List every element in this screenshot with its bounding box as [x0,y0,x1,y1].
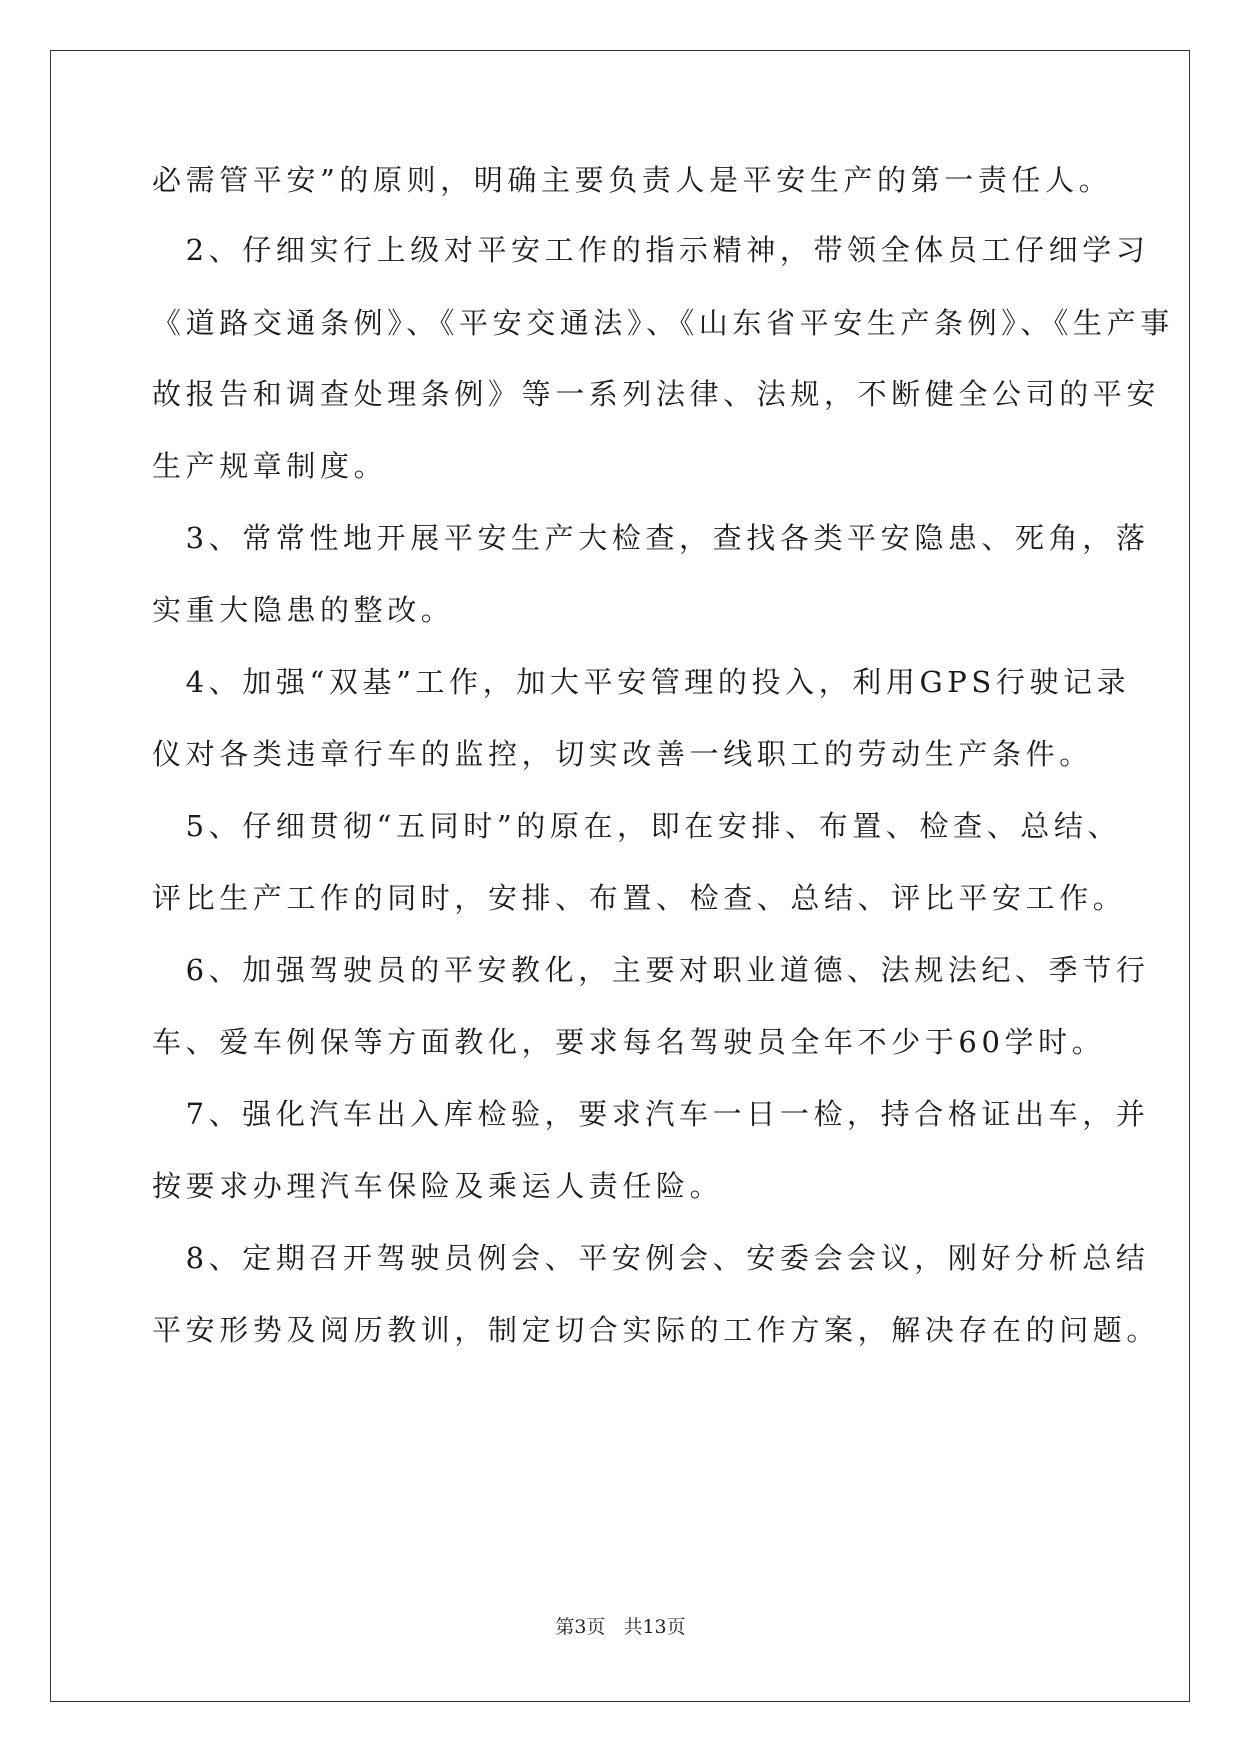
page-total: 共13页 [623,1616,686,1638]
text-line: 实重大隐患的整改。 [152,593,455,627]
page-number: 第3页 [555,1616,606,1638]
text-line: 6、加强驾驶员的平安教化，主要对职业道德、法规法纪、季节行 [152,953,1150,987]
text-line: 3、常常性地开展平安生产大检查，查找各类平安隐患、死角，落 [152,521,1150,555]
text-line: 车、爱车例保等方面教化，要求每名驾驶员全年不少于60学时。 [152,1025,1106,1059]
text-line: 2、仔细实行上级对平安工作的指示精神，带领全体员工仔细学习 [152,233,1150,267]
text-line: 4、加强“双基”工作，加大平安管理的投入，利用GPS行驶记录 [152,665,1131,699]
text-line: 按要求办理汽车保险及乘运人责任险。 [152,1169,724,1203]
text-line: 评比生产工作的同时，安排、布置、检查、总结、评比平安工作。 [152,881,1127,915]
text-line: 仪对各类违章行车的监控，切实改善一线职工的劳动生产条件。 [152,737,1093,771]
text-line: 必需管平安”的原则，明确主要负责人是平安生产的第一责任人。 [152,163,1113,197]
text-line: 5、仔细贯彻“五同时”的原在，即在安排、布置、检查、总结、 [152,809,1122,843]
text-line: 平安形势及阅历教训，制定切合实际的工作方案，解决存在的问题。 [152,1313,1161,1347]
text-line: 《道路交通条例》、《平安交通法》、《山东省平安生产条例》、《生产事 [152,306,1174,340]
text-line: 8、定期召开驾驶员例会、平安例会、安委会会议，刚好分析总结 [152,1241,1150,1275]
page-border [50,50,1190,1702]
text-line: 生产规章制度。 [152,449,388,483]
text-line: 故报告和调查处理条例》等一系列法律、法规，不断健全公司的平安 [152,377,1161,411]
text-line: 7、强化汽车出入库检验，要求汽车一日一检，持合格证出车，并 [152,1097,1150,1131]
page-footer [0,1612,1241,1639]
